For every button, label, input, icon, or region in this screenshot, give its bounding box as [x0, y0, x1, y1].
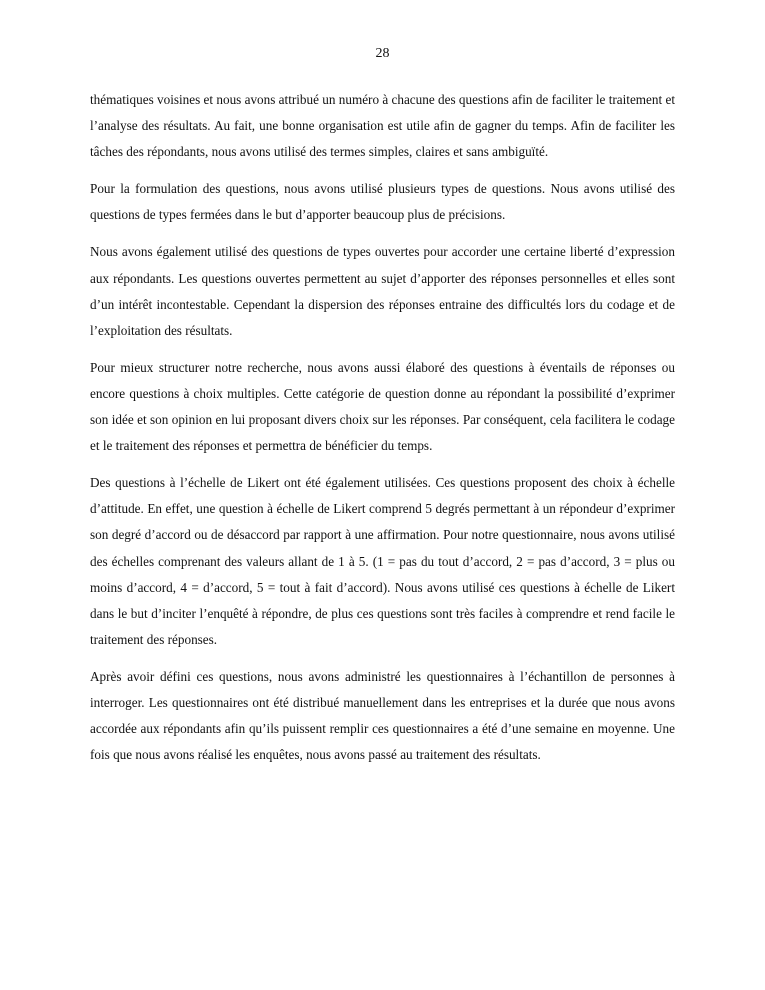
paragraph-multiple-choice: Pour mieux structurer notre recherche, nous avons aussi élaboré des questions à éventails de réponses ou encore questions à choix multiples. Cette catégorie de question donne au répondant la possibilité d’exprimer son idée et son opinion en lui proposant divers choix sur les réponses. Par conséquent, cela facilitera le codage et le traitement des réponses et permettra de bénéficier du temps. — [90, 359, 675, 454]
paragraph-likert-scale: Des questions à l’échelle de Likert ont été également utilisées. Ces questions proposent des choix à échelle d’attitude. En effet, une question à échelle de Likert comprend 5 degrés permettant à un répondeur d’exprimer son degré d’accord ou de désaccord par rapport à une affirmation. Pour notre questionnaire, nous avons utilisé des échelles comprenant des valeurs allant de 1 à 5. (1 = pas du tout d’accord, 2 = pas d’accord, 3 = plus ou moins d’accord, 4 = d’accord, 5 = tout à fait d’accord). Nous avons utilisé ces questions à échelle de Likert dans le but d’inciter l’enquêté à répondre, de plus ces questions sont très faciles à comprendre et rend facile le traitement des réponses. — [90, 475, 675, 647]
paragraph-closed-questions: Pour la formulation des questions, nous avons utilisé plusieurs types de questions. Nous avons utilisé des questions de types fermées dans le but d’apporter beaucoup plus de précisions. — [90, 181, 675, 223]
document-body — [90, 87, 675, 779]
page-number: 28 — [375, 46, 390, 61]
paragraph-open-questions: Nous avons également utilisé des questions de types ouvertes pour accorder une certaine liberté d’expression aux répondants. Les questions ouvertes permettent au sujet d’apporter des réponses personnelles et elles sont d’un intérêt incontestable. Cependant la dispersion des réponses entraine des difficultés lors du codage et de l’exploitation des résultats. — [90, 244, 675, 338]
paragraph-administration: Après avoir défini ces questions, nous avons administré les questionnaires à l’échantillon de personnes à interroger. Les questionnaires ont été distribué manuellement dans les entreprises et la durée que nous avons accordée aux répondants afin qu’ils puissent remplir ces questionnaires a été d’une semaine en moyenne. Une fois que nous avons réalisé les enquêtes, nous avons passé au traitement des résultats. — [90, 668, 675, 763]
paragraph-questions-numbering: thématiques voisines et nous avons attribué un numéro à chacune des questions afin de faciliter le traitement et l’analyse des résultats. Au fait, une bonne organisation est utile afin de gagner du temps. Afin de faciliter les tâches des répondants, nous avons utilisé des termes simples, claires et sans ambiguïté. — [90, 92, 675, 160]
